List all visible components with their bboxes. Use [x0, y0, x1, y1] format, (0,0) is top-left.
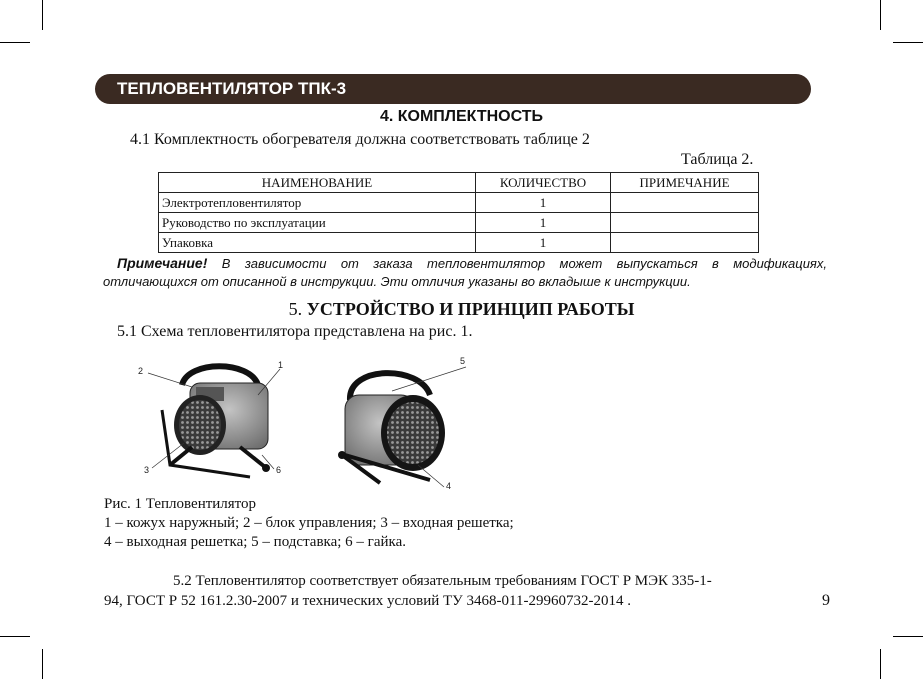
cell-quantity: 1	[476, 213, 611, 233]
section5-intro: 5.1 Схема тепловентилятора представлена на рис. 1.	[117, 323, 473, 340]
cell-note	[611, 233, 759, 253]
para-5-2-line1: 5.2 Тепловентилятор соответствует обязательным требованиям ГОСТ Р МЭК 335-1-	[173, 573, 712, 589]
kit-table	[158, 172, 759, 253]
section5-heading-text: УСТРОЙСТВО И ПРИНЦИП РАБОТЫ	[306, 299, 635, 319]
section4-intro: 4.1 Комплектность обогревателя должна соответствовать таблице 2	[130, 131, 590, 148]
stand	[170, 447, 265, 467]
crop-mark	[880, 649, 881, 679]
cell-name: Руководство по эксплуатации	[159, 213, 476, 233]
crop-mark	[893, 636, 923, 637]
heater-side-view	[338, 373, 445, 483]
document-title-banner: ТЕПЛОВЕНТИЛЯТОР ТПК-3	[95, 74, 811, 104]
section5-heading-number: 5.	[288, 299, 303, 319]
column-header-note: ПРИМЕЧАНИЕ	[611, 173, 759, 193]
callout-3: 3	[144, 465, 150, 475]
heater-figure	[130, 355, 490, 495]
crop-mark	[42, 0, 43, 30]
cell-quantity: 1	[476, 233, 611, 253]
callout-2: 2	[138, 366, 144, 376]
crop-mark	[893, 42, 923, 43]
carry-handle	[182, 366, 258, 385]
note-label: Примечание!	[117, 255, 208, 271]
page-number: 9	[822, 592, 830, 609]
nut	[262, 464, 270, 472]
cell-name: Электротепловентилятор	[159, 193, 476, 213]
section4-heading: 4. КОМПЛЕКТНОСТЬ	[379, 108, 544, 125]
table-row	[159, 213, 759, 233]
cell-name: Упаковка	[159, 233, 476, 253]
table-caption: Таблица 2.	[681, 151, 754, 168]
crop-mark	[0, 636, 30, 637]
section5-heading	[0, 299, 923, 320]
cell-note	[611, 193, 759, 213]
para-5-2-line2: 94, ГОСТ Р 52 161.2.30-2007 и технических условий ТУ 3468-011-29960732-2014 .	[104, 593, 631, 609]
outlet-grille	[387, 402, 439, 464]
callout-5: 5	[460, 356, 466, 366]
cell-quantity: 1	[476, 193, 611, 213]
note-text: В зависимости от заказа тепловентилятор может выпускаться в модификациях, отличающихся от описанной в инструкции. Эти отличия указаны во вкладыше к инструкции.	[103, 256, 827, 289]
figure-caption-line2: 4 – выходная решетка; 5 – подставка; 6 – гайка.	[104, 534, 406, 550]
table-row	[159, 193, 759, 213]
callout-1: 1	[278, 360, 284, 370]
inlet-grille	[179, 400, 221, 450]
callout-6: 6	[276, 465, 282, 475]
note-paragraph	[103, 254, 827, 291]
crop-mark	[880, 0, 881, 30]
callout-4: 4	[446, 481, 452, 491]
figure-caption-title: Рис. 1 Тепловентилятор	[104, 496, 257, 512]
column-header-name: НАИМЕНОВАНИЕ	[159, 173, 476, 193]
figure-caption-line1: 1 – кожух наружный; 2 – блок управления; 3 – входная решетка;	[104, 515, 514, 531]
table-row	[159, 233, 759, 253]
column-header-quantity: КОЛИЧЕСТВО	[476, 173, 611, 193]
table-header-row	[159, 173, 759, 193]
crop-mark	[0, 42, 30, 43]
crop-mark	[42, 649, 43, 679]
nut	[338, 451, 346, 459]
cell-note	[611, 213, 759, 233]
